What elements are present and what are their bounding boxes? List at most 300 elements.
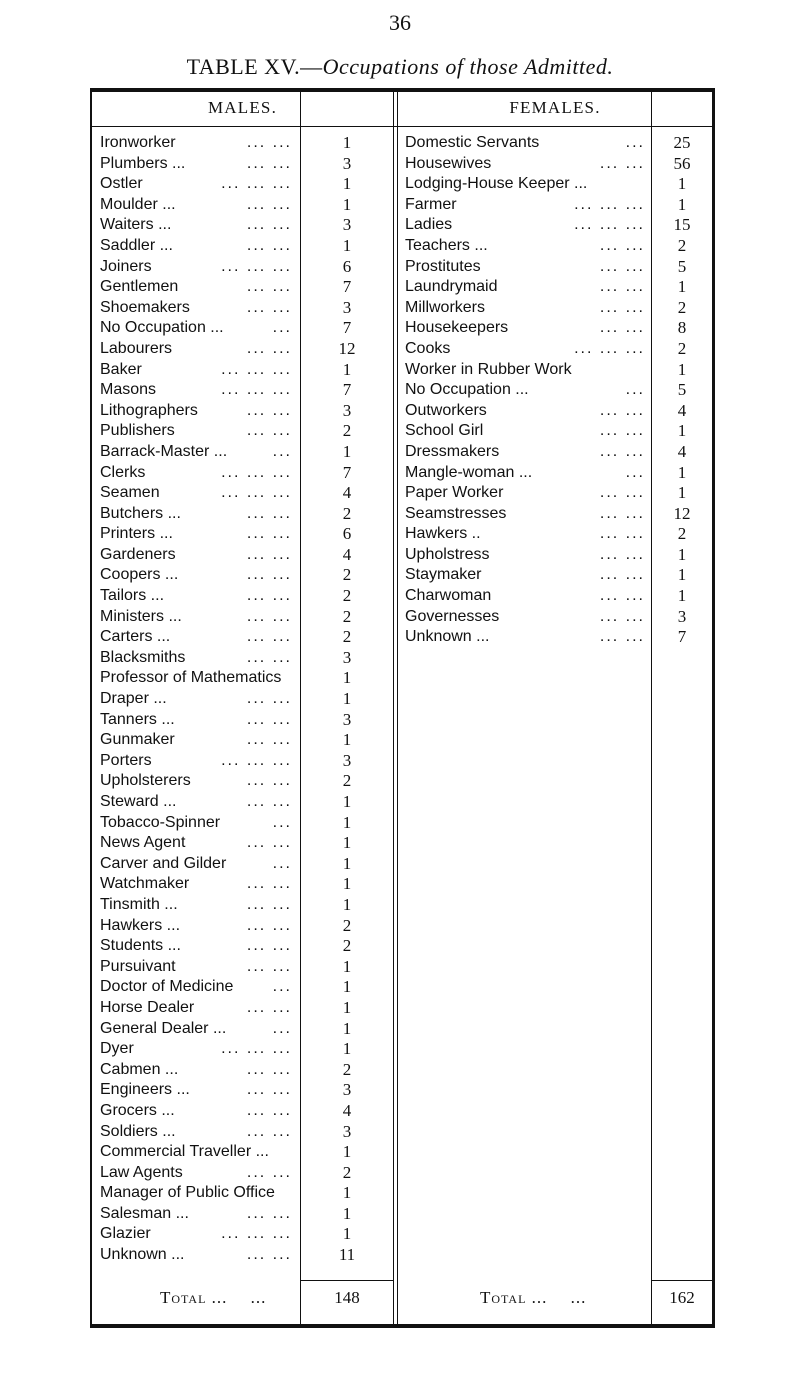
males-row: [100, 215, 292, 236]
leader-dots: ... ...: [599, 504, 645, 522]
occupation-count: 2: [342, 627, 352, 647]
leader-dots: ... ...: [246, 875, 292, 893]
occupation-count: 1: [342, 977, 352, 997]
occupation-name: Gunmaker: [100, 731, 175, 749]
leader-dots: ... ...: [599, 442, 645, 460]
males-row: [100, 133, 292, 154]
leader-dots: ...: [625, 134, 645, 151]
occupation-count: 1: [677, 544, 687, 564]
males-total-rule: [300, 1280, 394, 1281]
males-row: [100, 874, 292, 895]
males-heading: MALES.: [207, 98, 278, 117]
leader-dots: ...: [625, 463, 645, 481]
occupation-name: Butchers ...: [100, 504, 181, 522]
leader-dots: ... ...: [246, 587, 292, 605]
females-row: [405, 421, 645, 442]
occupation-name: Joiners: [100, 257, 152, 275]
occupation-count: 1: [677, 565, 687, 585]
leader-dots: ... ... ...: [221, 1225, 292, 1243]
males-occupation-list: [100, 133, 292, 1266]
females-row: [405, 133, 645, 154]
males-row: [100, 1101, 292, 1122]
leader-dots: ... ...: [246, 1081, 292, 1099]
occupation-name: Draper ...: [100, 690, 167, 708]
occupation-count: 1: [342, 997, 352, 1017]
occupation-name: Steward ...: [100, 793, 177, 810]
occupation-name: General Dealer ...: [100, 1019, 227, 1037]
occupation-name: Mangle-woman ...: [405, 463, 533, 481]
occupation-name: Unknown ...: [405, 628, 490, 646]
leader-dots: ... ...: [246, 710, 292, 728]
leader-dots: ... ...: [246, 793, 292, 810]
occupation-name: Outworkers: [405, 401, 487, 419]
males-row: [100, 730, 292, 751]
occupation-count: 4: [677, 400, 687, 420]
leader-dots: ... ...: [246, 134, 292, 151]
males-row: [100, 463, 292, 484]
occupation-count: 7: [342, 277, 352, 297]
males-row: [100, 1019, 292, 1040]
occupation-count: 2: [342, 503, 352, 523]
occupation-name: Lodging-House Keeper ...: [405, 175, 588, 193]
occupation-count: 1: [677, 586, 687, 606]
occupation-name: No Occupation ...: [405, 381, 529, 399]
occupation-count: 3: [342, 215, 352, 235]
occupation-name: Commercial Traveller ...: [100, 1143, 269, 1161]
males-row: [100, 1080, 292, 1101]
occupation-count: 3: [342, 297, 352, 317]
occupation-name: Upholsterers: [100, 772, 191, 790]
males-row: [100, 689, 292, 710]
occupation-name: Manager of Public Office: [100, 1184, 275, 1202]
males-row: [100, 627, 292, 648]
leader-dots: ... ...: [246, 1101, 292, 1119]
occupation-count: 25: [673, 133, 691, 152]
females-total-label: [480, 1288, 586, 1308]
leader-dots: ... ...: [599, 607, 645, 625]
occupation-name: Moulder ...: [100, 195, 176, 213]
leader-dots: ... ...: [599, 236, 645, 254]
occupation-name: Domestic Servants: [405, 134, 540, 151]
leader-dots: ... ...: [599, 484, 645, 502]
males-row: [100, 1039, 292, 1060]
occupation-count: 1: [677, 174, 687, 194]
males-row: [100, 710, 292, 731]
males-row: [100, 607, 292, 628]
occupation-name: Printers ...: [100, 525, 173, 543]
males-total-label-text: Total ...: [160, 1288, 228, 1307]
males-row: [100, 483, 292, 504]
females-row: [405, 174, 645, 195]
leader-dots: ...: [272, 854, 292, 872]
occupation-name: Tinsmith ...: [100, 895, 178, 913]
occupation-name: Blacksmiths: [100, 648, 186, 666]
occupation-name: Upholstress: [405, 545, 490, 563]
males-row: [100, 318, 292, 339]
males-row: [100, 1163, 292, 1184]
males-row: [100, 957, 292, 978]
occupation-count: 1: [342, 194, 352, 214]
leader-dots: ... ...: [599, 422, 645, 440]
females-total: 162: [669, 1288, 695, 1307]
occupation-count: 1: [342, 1018, 352, 1038]
males-row: [100, 504, 292, 525]
occupation-name: Professor of Mathematics: [100, 669, 282, 687]
leader-dots: ... ... ...: [221, 1040, 292, 1058]
occupation-count: 1: [342, 792, 352, 811]
occupation-name: Students ...: [100, 937, 181, 955]
occupation-count: 3: [342, 1121, 352, 1141]
occupation-count: 7: [342, 318, 352, 338]
occupation-name: Baker: [100, 360, 142, 378]
occupation-count: 1: [677, 462, 687, 482]
occupation-name: Ministers ...: [100, 607, 182, 625]
leader-dots: ... ...: [246, 422, 292, 440]
occupation-name: Tailors ...: [100, 587, 165, 605]
females-row: [405, 195, 645, 216]
header-rule: [92, 126, 713, 127]
leader-dots: ... ...: [246, 1246, 292, 1264]
occupation-count: 1: [342, 174, 352, 194]
males-row: [100, 916, 292, 937]
males-row: [100, 668, 292, 689]
occupation-name: Coopers ...: [100, 566, 179, 584]
table-left-border: [90, 88, 92, 1328]
occupation-name: Clerks: [100, 463, 146, 481]
females-heading: FEMALES.: [509, 98, 601, 117]
leader-dots: ... ...: [246, 1122, 292, 1140]
males-row: [100, 1204, 292, 1225]
males-total-dots: ...: [250, 1288, 267, 1307]
occupation-name: Saddler ...: [100, 236, 173, 254]
occupation-count: 11: [338, 1245, 356, 1265]
leader-dots: ... ...: [599, 587, 645, 605]
leader-dots: ... ...: [246, 236, 292, 254]
occupation-count: 1: [342, 956, 352, 976]
occupation-name: School Girl: [405, 422, 484, 440]
females-count-list: [651, 133, 713, 648]
males-row: [100, 1060, 292, 1081]
females-row: [405, 607, 645, 628]
occupation-name: Housewives: [405, 154, 492, 172]
males-row: [100, 1142, 292, 1163]
occupation-name: Porters: [100, 751, 152, 769]
leader-dots: ... ...: [599, 154, 645, 172]
females-row: [405, 483, 645, 504]
occupation-count: 3: [342, 1080, 352, 1100]
occupation-name: Dyer: [100, 1040, 134, 1058]
occupation-count: 56: [673, 153, 691, 173]
occupation-count: 1: [342, 689, 352, 709]
occupation-count: 1: [342, 359, 352, 379]
leader-dots: ... ... ...: [574, 339, 645, 357]
occupation-name: Hawkers ...: [100, 916, 181, 934]
females-row: [405, 504, 645, 525]
males-row: [100, 771, 292, 792]
leader-dots: ... ...: [599, 566, 645, 584]
occupation-name: Masons: [100, 381, 157, 399]
occupation-count: 7: [342, 462, 352, 482]
occupation-count: 1: [677, 421, 687, 441]
occupation-count: 2: [342, 1162, 352, 1182]
males-row: [100, 524, 292, 545]
occupation-name: Horse Dealer: [100, 998, 195, 1016]
females-row: [405, 463, 645, 484]
occupation-name: Plumbers ...: [100, 154, 186, 172]
males-row: [100, 360, 292, 381]
occupation-name: Prostitutes: [405, 257, 481, 275]
occupation-count: 7: [677, 627, 687, 647]
females-row: [405, 215, 645, 236]
occupation-name: Shoemakers: [100, 298, 190, 316]
leader-dots: ... ...: [246, 154, 292, 172]
occupation-name: Laundrymaid: [405, 278, 498, 296]
leader-dots: ... ...: [246, 690, 292, 708]
leader-dots: ...: [272, 1019, 292, 1037]
males-row: [100, 998, 292, 1019]
occupation-count: 3: [342, 400, 352, 420]
leader-dots: ... ... ...: [221, 751, 292, 769]
occupation-count: 4: [342, 483, 352, 503]
males-row: [100, 895, 292, 916]
leader-dots: ... ...: [246, 195, 292, 213]
occupation-name: Glazier: [100, 1225, 151, 1243]
occupation-name: Dressmakers: [405, 442, 500, 460]
leader-dots: ... ...: [599, 257, 645, 275]
occupation-count: 2: [342, 915, 352, 935]
males-row: [100, 1183, 292, 1204]
males-total-label: [160, 1288, 266, 1308]
occupation-count: 3: [342, 647, 352, 667]
males-row: [100, 277, 292, 298]
occupation-name: Paper Worker: [405, 484, 504, 502]
females-row: [405, 236, 645, 257]
leader-dots: ... ...: [599, 545, 645, 563]
occupation-name: Tobacco-Spinner: [100, 813, 221, 831]
males-row: [100, 380, 292, 401]
males-row: [100, 833, 292, 854]
leader-dots: ... ... ...: [221, 257, 292, 275]
occupation-count: 1: [342, 1142, 352, 1162]
occupation-count: 1: [342, 1224, 352, 1244]
occupation-count: 2: [342, 936, 352, 956]
leader-dots: ... ...: [599, 298, 645, 316]
occupation-count: 2: [677, 235, 687, 255]
table-title-caption: Occupations of those Admitted.: [322, 54, 614, 79]
leader-dots: ... ...: [599, 319, 645, 337]
occupation-count: 5: [677, 256, 687, 276]
occupation-name: Teachers ...: [405, 236, 488, 254]
females-row: [405, 545, 645, 566]
females-total-dots: ...: [570, 1288, 587, 1307]
occupation-count: 1: [677, 359, 687, 379]
occupation-count: 1: [342, 1183, 352, 1203]
occupation-count: 1: [342, 853, 352, 873]
occupation-name: Farmer: [405, 195, 457, 213]
leader-dots: ...: [272, 319, 292, 337]
leader-dots: ... ...: [599, 401, 645, 419]
females-row: [405, 257, 645, 278]
occupation-count: 1: [677, 277, 687, 297]
leader-dots: ... ...: [246, 545, 292, 563]
occupation-count: 2: [342, 586, 352, 606]
page-number: 36: [389, 10, 411, 35]
occupation-count: 8: [677, 318, 687, 338]
occupation-count: 12: [673, 503, 691, 523]
occupation-count: 1: [342, 1203, 352, 1223]
leader-dots: ... ...: [246, 916, 292, 934]
leader-dots: ... ... ...: [221, 484, 292, 502]
females-row: [405, 339, 645, 360]
occupation-name: Carver and Gilder: [100, 854, 227, 872]
occupation-name: Barrack-Master ...: [100, 442, 228, 460]
males-row: [100, 421, 292, 442]
occupation-name: Ostler: [100, 175, 143, 193]
leader-dots: ... ...: [246, 607, 292, 625]
occupation-name: Cooks: [405, 339, 451, 357]
occupation-count: 12: [338, 338, 356, 358]
leader-dots: ... ...: [246, 525, 292, 543]
leader-dots: ... ... ...: [221, 463, 292, 481]
occupation-name: News Agent: [100, 834, 186, 852]
males-row: [100, 1224, 292, 1245]
occupation-name: No Occupation ...: [100, 319, 224, 337]
occupation-count: 15: [673, 215, 691, 235]
leader-dots: ... ...: [246, 1163, 292, 1181]
occupation-name: Carters ...: [100, 628, 171, 646]
occupation-name: Cabmen ...: [100, 1060, 179, 1078]
males-row: [100, 442, 292, 463]
occupation-count: 1: [342, 441, 352, 461]
occupation-count: 3: [677, 606, 687, 626]
occupation-count: 3: [342, 709, 352, 729]
occupation-count: 3: [342, 750, 352, 770]
leader-dots: ... ...: [599, 525, 645, 543]
females-row: [405, 318, 645, 339]
females-row: [405, 380, 645, 401]
occupation-count: 2: [342, 771, 352, 791]
occupation-count: 7: [342, 380, 352, 400]
occupation-name: Publishers: [100, 422, 175, 440]
leader-dots: ... ...: [246, 216, 292, 234]
table-title-prefix: TABLE XV.—: [186, 54, 323, 79]
occupation-name: Tanners ...: [100, 710, 175, 728]
leader-dots: ... ...: [246, 895, 292, 913]
occupation-count: 4: [677, 441, 687, 461]
table-title: [0, 54, 800, 80]
occupation-count: 2: [342, 1059, 352, 1079]
leader-dots: ...: [272, 978, 292, 996]
occupation-name: Staymaker: [405, 566, 482, 584]
leader-dots: ... ...: [246, 1060, 292, 1078]
occupation-name: Seamen: [100, 484, 160, 502]
occupation-count: 5: [677, 380, 687, 400]
leader-dots: ... ...: [246, 772, 292, 790]
occupation-count: 2: [677, 524, 687, 544]
occupation-count: 2: [677, 338, 687, 358]
occupation-name: Worker in Rubber Work: [405, 360, 572, 378]
leader-dots: ... ... ...: [574, 216, 645, 234]
males-row: [100, 792, 292, 813]
females-row: [405, 360, 645, 381]
occupation-name: Ladies: [405, 216, 453, 234]
leader-dots: ...: [272, 813, 292, 831]
males-row: [100, 1122, 292, 1143]
males-row: [100, 257, 292, 278]
occupation-name: Labourers: [100, 339, 173, 357]
leader-dots: ... ...: [246, 998, 292, 1016]
occupation-name: Salesman ...: [100, 1204, 189, 1222]
occupation-name: Grocers ...: [100, 1101, 175, 1119]
males-count-list: [300, 133, 394, 1266]
males-row: [100, 977, 292, 998]
occupation-name: Watchmaker: [100, 875, 190, 893]
leader-dots: ... ...: [246, 401, 292, 419]
females-row: [405, 627, 645, 648]
occupation-count: 3: [342, 153, 352, 173]
females-row: [405, 442, 645, 463]
leader-dots: ... ...: [246, 628, 292, 646]
leader-dots: ... ... ...: [221, 360, 292, 378]
occupation-count: 1: [342, 133, 352, 152]
males-row: [100, 854, 292, 875]
males-row: [100, 545, 292, 566]
leader-dots: ...: [625, 381, 645, 399]
males-row: [100, 236, 292, 257]
occupation-count: 1: [342, 874, 352, 894]
leader-dots: ... ...: [246, 834, 292, 852]
occupation-count: 1: [342, 668, 352, 688]
leader-dots: ...: [272, 442, 292, 460]
leader-dots: ... ... ...: [221, 175, 292, 193]
leader-dots: ... ... ...: [221, 381, 292, 399]
occupation-name: Gardeners: [100, 545, 176, 563]
occupation-name: Seamstresses: [405, 504, 507, 522]
occupation-count: 1: [342, 1039, 352, 1059]
occupation-count: 6: [342, 524, 352, 544]
males-row: [100, 298, 292, 319]
leader-dots: ... ...: [246, 1204, 292, 1222]
occupation-count: 4: [342, 544, 352, 564]
leader-dots: ... ...: [246, 937, 292, 955]
leader-dots: ... ...: [246, 339, 292, 357]
males-row: [100, 154, 292, 175]
occupation-count: 4: [342, 1100, 352, 1120]
males-total: 148: [334, 1288, 360, 1307]
occupation-name: Unknown ...: [100, 1246, 185, 1264]
occupation-count: 1: [342, 235, 352, 255]
females-row: [405, 154, 645, 175]
leader-dots: ... ...: [599, 278, 645, 296]
occupation-name: Soldiers ...: [100, 1122, 176, 1140]
occupation-name: Doctor of Medicine: [100, 978, 234, 996]
occupation-name: Housekeepers: [405, 319, 509, 337]
leader-dots: ... ...: [246, 957, 292, 975]
occupation-name: Engineers ...: [100, 1081, 190, 1099]
males-row: [100, 813, 292, 834]
females-row: [405, 298, 645, 319]
occupation-count: 1: [342, 833, 352, 853]
leader-dots: ... ...: [246, 298, 292, 316]
males-row: [100, 586, 292, 607]
occupation-count: 2: [342, 421, 352, 441]
occupation-count: 1: [677, 194, 687, 214]
section-divider-right: [397, 88, 398, 1328]
occupation-count: 2: [677, 297, 687, 317]
leader-dots: ... ...: [246, 278, 292, 296]
females-row: [405, 277, 645, 298]
occupation-count: 2: [342, 565, 352, 585]
